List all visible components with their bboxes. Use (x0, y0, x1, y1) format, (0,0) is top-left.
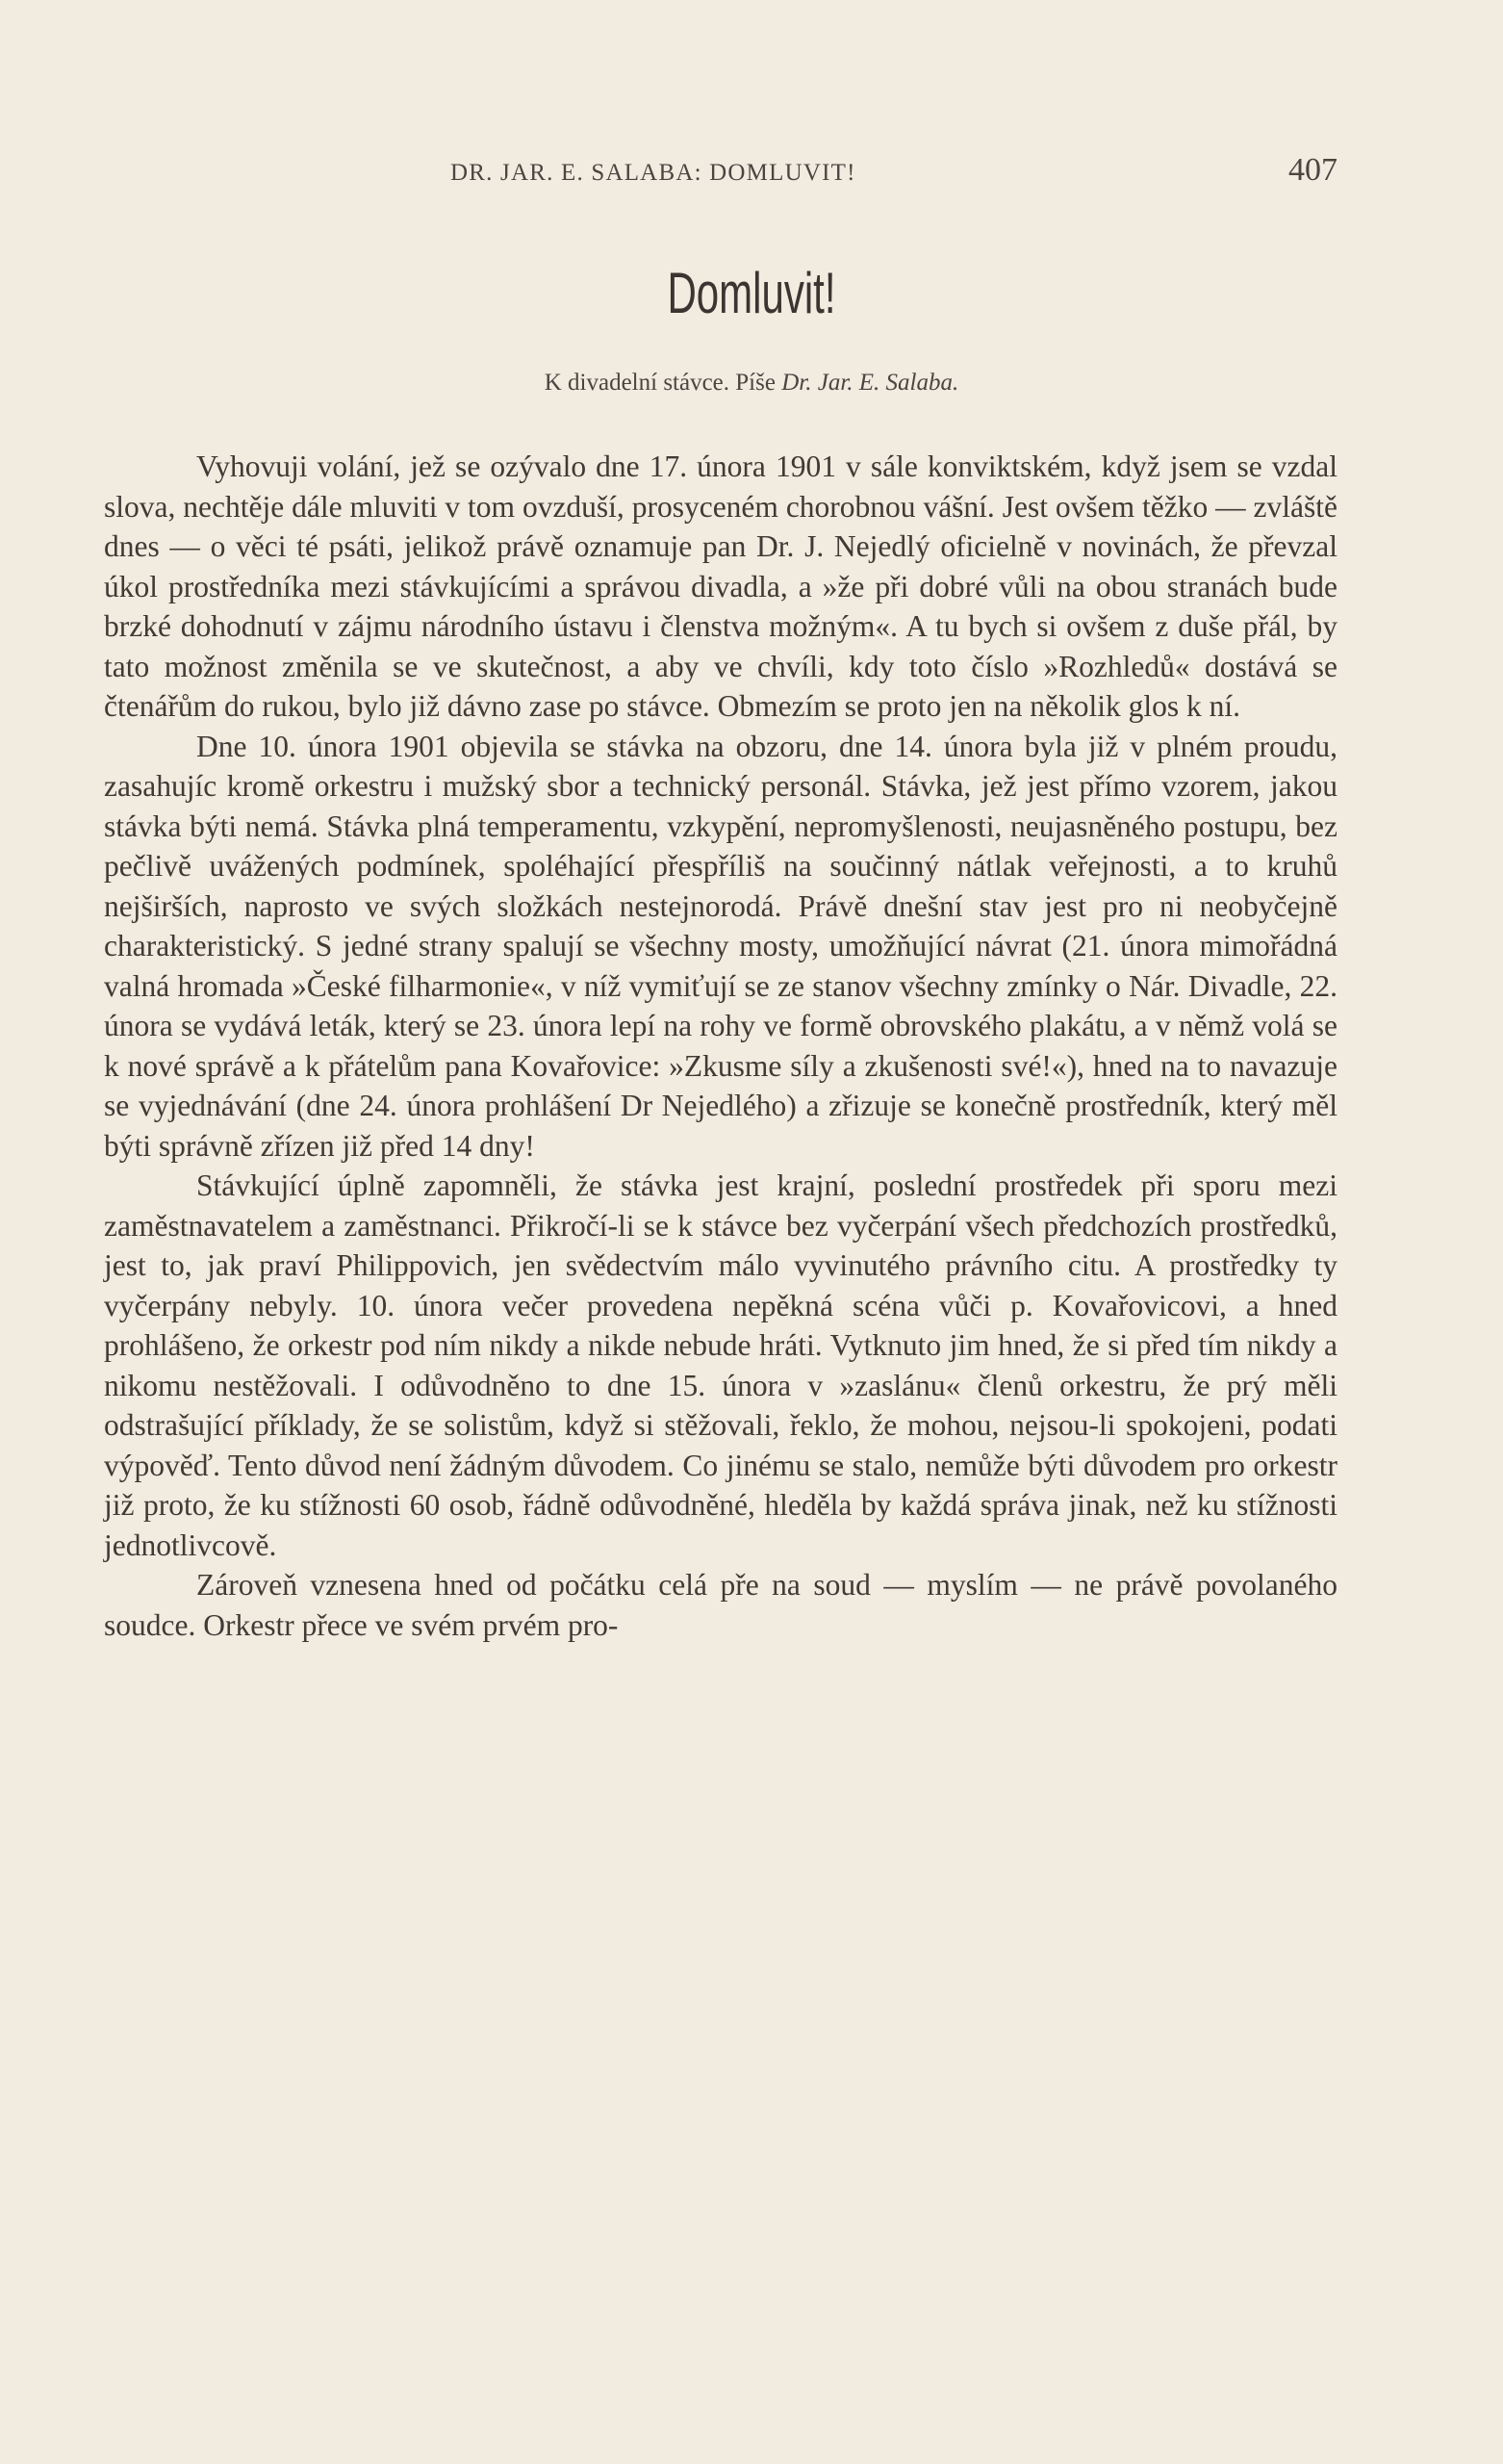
article-body (104, 447, 1337, 1645)
running-head (104, 152, 1337, 191)
article-title: Domluvit! (667, 261, 836, 325)
paragraph-4: Zároveň vznesena hned od počátku celá pře na soud — myslím — ne právě povolaného soudce. Orkestr přece ve svém prvém pro- (104, 1568, 1337, 1642)
page-number: 407 (1288, 152, 1337, 188)
author-name: Dr. Jar. E. Salaba. (781, 370, 959, 396)
article-subtitle (0, 370, 1503, 397)
subtitle-prefix: K divadelní stávce. Píše (544, 370, 776, 396)
running-title: DR. JAR. E. SALABA: DOMLUVIT! (450, 160, 856, 186)
paragraph-2: Dne 10. února 1901 objevila se stávka na obzoru, dne 14. února byla již v plném proudu, zasahujíc kromě orkestru i mužský sbor a technický personál. Stávka, jež jest přímo vzorem, jakou stávka býti nemá. Stávka plná temperamentu, vzkypění, nepromyšlenosti, neujasněného postupu, bez pečlivě uvážených podmínek, spoléhající přespříliš na součinný nátlak veřejnosti, a to kruhů nejširších, naprosto ve svých složkách nestejnorodá. Právě dnešní stav jest pro ni neobyčejně charakteristický. S jedné strany spalují se všechny mosty, umožňující návrat (21. února mimořádná valná hromada »České filharmonie«, v níž vymiťují se ze stanov všechny zmínky o Nár. Divadle, 22. února se vydává leták, který se 23. února lepí na rohy ve formě obrovského plakátu, a v němž volá se k nové správě a k přátelům pana Kovařovice: »Zkusme síly a zkušenosti své!«), hned na to navazuje se vyjednávání (dne 24. února prohlášení Dr Nejedlého) a zřizuje se konečně prostředník, který měl býti správně zřízen již před 14 dny! (104, 729, 1337, 1163)
paragraph-3: Stávkující úplně zapomněli, že stávka jest krajní, poslední prostředek při sporu mezi zaměstnavatelem a zaměstnanci. Přikročí-li se k stávce bez vyčerpání všech předchozích prostředků, jest to, jak praví Philippovich, jen svědectvím málo vyvinutého právního citu. A prostředky ty vyčerpány nebyly. 10. února večer provedena nepěkná scéna vůči p. Kovařovicovi, a hned prohlášeno, že orkestr pod ním nikdy a nikde nebude hráti. Vytknuto jim hned, že si před tím nikdy a nikomu nestěžovali. I odůvodněno to dne 15. února v »zaslánu« členů orkestru, že prý měli odstrašující příklady, že se solistům, když si stěžovali, řeklo, že mohou, nejsou-li spokojeni, podati výpověď. Tento důvod není žádným důvodem. Co jinému se stalo, nemůže býti důvodem pro orkestr již proto, že ku stížnosti 60 osob, řádně odůvodněné, hleděla by každá správa jinak, než ku stížnosti jednotlivcově. (104, 1168, 1337, 1562)
paragraph-1: Vyhovuji volání, jež se ozývalo dne 17. února 1901 v sále konviktském, když jsem se vzdal slova, nechtěje dále mluviti v tom ovzduší, prosyceném chorobnou vášní. Jest ovšem těžko — zvláště dnes — o věci té psáti, jelikož právě oznamuje pan Dr. J. Nejedlý oficielně v novinách, že převzal úkol prostředníka mezi stávkujícími a správou divadla, a »že při dobré vůli na obou stranách bude brzké dohodnutí v zájmu národního ústavu i členstva možným«. A tu bych si ovšem z duše přál, by tato možnost změnila se ve skutečnost, a aby ve chvíli, kdy toto číslo »Rozhledů« dostává se čtenářům do rukou, bylo již dávno zase po stávce. Obmezím se proto jen na několik glos k ní. (104, 449, 1337, 723)
